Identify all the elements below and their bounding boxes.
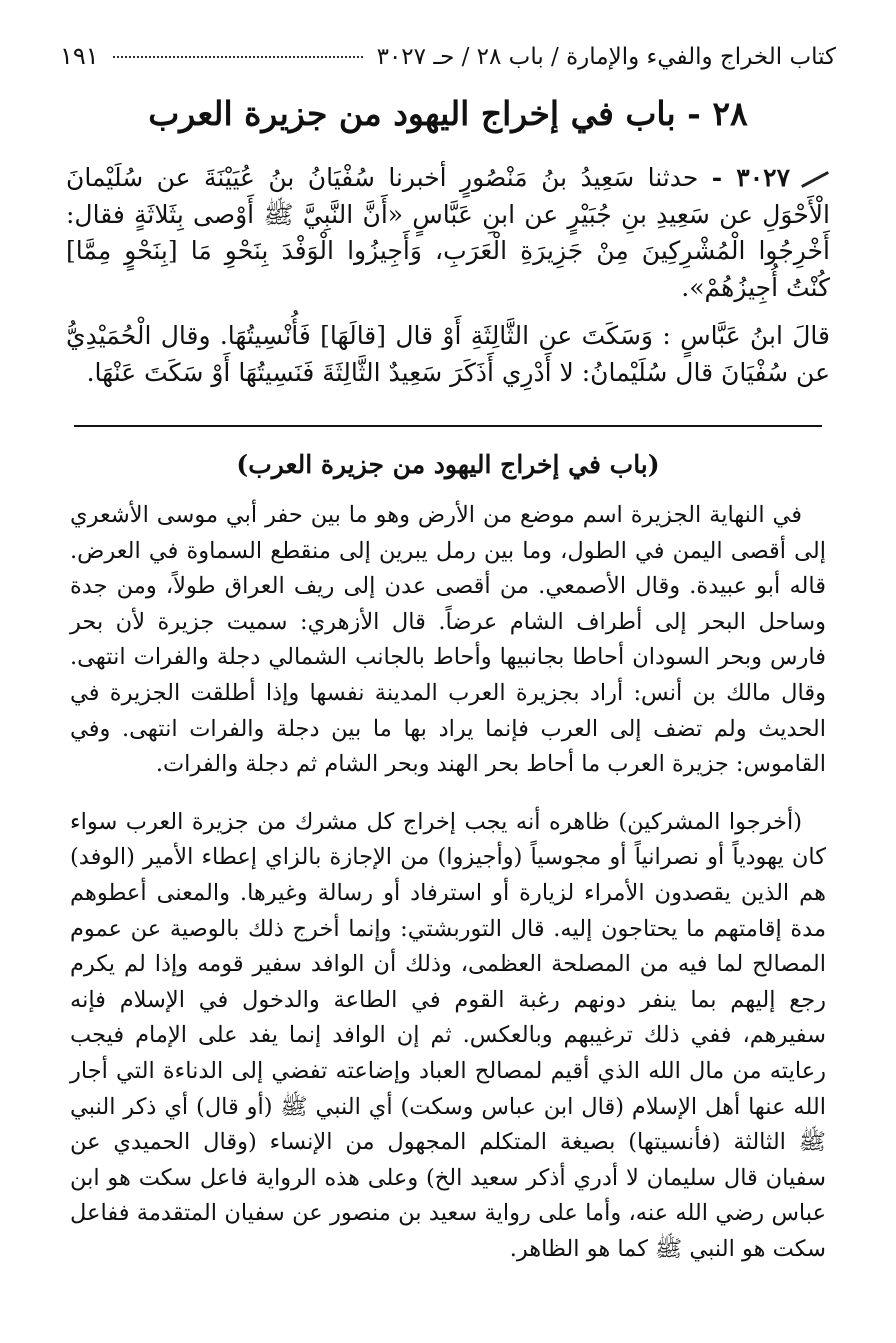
dotted-leader — [113, 56, 363, 58]
commentary-paragraph-1: في النهاية الجزيرة اسم موضع من الأرض وهو ما بين حفر أبي موسى الأشعري إلى أقصى اليمن في الطول، وما بين رمل يبرين إلى منقطع السماوة في العرض. قاله أبو عبيدة. وقال الأصمعي. من أقصى عدن إلى ريف العراق طولاً، ومن جدة وساحل البحر إلى أطراف الشام عرضاً. قال الأزهري: سميت جزيرة لأن بحر فارس وبحر السودان أحاطا بجانبيها وأحاط بالجانب الشمالي دجلة والفرات انتهى. وقال مالك بن أنس: أراد بجزيرة العرب المدينة نفسها وإذا أطلقت الجزيرة في الحديث ولم تضف إلى العرب فإنما يراد بها ما بين دجلة والفرات انتهى. وفي القاموس: جزيرة العرب ما أحاط بحر الهند وبحر الشام ثم دجلة والفرات. — [70, 502, 826, 778]
running-header — [60, 42, 836, 82]
pencil-tick-mark — [801, 171, 829, 188]
hadith-text — [66, 160, 830, 391]
running-title: كتاب الخراج والفيء والإمارة / باب ٢٨ / حـ ٣٠٢٧ — [376, 44, 836, 70]
hadith-number: ٣٠٢٧ - — [711, 163, 790, 192]
hadith-body: حدثنا سَعِيدُ بنُ مَنْصُورٍ أخبرنا سُفْيَانُ بنُ عُيَيْنَةَ عن سُلَيْمانَ الْأَحْوَلِ عن سَعِيدِ بنِ جُبَيْرٍ عن ابنِ عَبَّاسٍ «أَنَّ النَّبِيَّ ﷺ أَوْصى بِثَلاثَةٍ فقال: أَخْرِجُوا الْمُشْرِكِينَ مِنْ جَزِيرَةِ الْعَرَبِ، وَأَجِيزُوا الْوَفْدَ بِنَحْوِ مَا [بِنَحْوٍ مِمَّا] كُنْتُ أُجِيزُهُمْ». — [66, 163, 830, 302]
page-number: ١٩١ — [60, 42, 99, 70]
section-divider — [74, 425, 822, 427]
commentary-paragraph-2: (أخرجوا المشركين) ظاهره أنه يجب إخراج كل مشرك من جزيرة العرب سواء كان يهودياً أو نصرانياً أو مجوسياً (وأجيزوا) من الإجازة بالزاي إعطاء الأمير (الوفد) هم الذين يقصدون الأمراء لزيارة أو استرفاد أو رسالة وغيرها. والمعنى أعطوهم مدة إقامتهم ما يحتاجون إليه. قال التوربشتي: وإنما أخرج ذلك بالوصية عن عموم المصالح لما فيه من المصلحة العظمى، وذلك أن الوافد سفير قومه وإذا لم يكرم رجع إليهم بما ينفر دونهم رغبة القوم في الطاعة والدخول في الإسلام فإنه سفيرهم، ففي ذلك ترغيبهم وبالعكس. ثم إن الوافد إنما يفد على الإمام فيجب رعايته من مال الله الذي أقيم لمصالح العباد وإضاعته تفضي إلى الدناءة التي أجار الله عنها أهل الإسلام (قال ابن عباس وسكت) أي النبي ﷺ (أو قال) أي ذكر النبي ﷺ الثالثة (فأنسيتها) بصيغة المتكلم المجهول من الإنساء (وقال الحميدي عن سفيان قال سليمان لا أدري أذكر سعيد الخ) وعلى هذه الرواية فاعل سكت هو ابن عباس رضي الله عنه، وأما على رواية سعيد بن منصور عن سفيان المتقدمة ففاعل سكت هو النبي ﷺ كما هو الظاهر. — [70, 808, 826, 1262]
hadith-paragraph-2: قالَ ابنُ عَبَّاسٍ : وَسَكَتَ عن الثَّالِثَةِ أَوْ قال [قالَهَا] فَأُنْسِيتُهَا. وقال الْحُمَيْدِيُّ عن سُفْيَانَ قال سُلَيْمانُ: لا أَدْرِي أَذَكَرَ سَعِيدٌ الثَّالِثَةَ فَنَسِيتُهَا أَوْ سَكَتَ عَنْهَا. — [66, 321, 830, 387]
commentary-text — [70, 498, 826, 1267]
hadith-paragraph-1 — [66, 160, 830, 306]
chapter-heading: ٢٨ - باب في إخراج اليهود من جزيرة العرب — [148, 94, 748, 133]
commentary-heading: (باب في إخراج اليهود من جزيرة العرب) — [236, 450, 660, 479]
